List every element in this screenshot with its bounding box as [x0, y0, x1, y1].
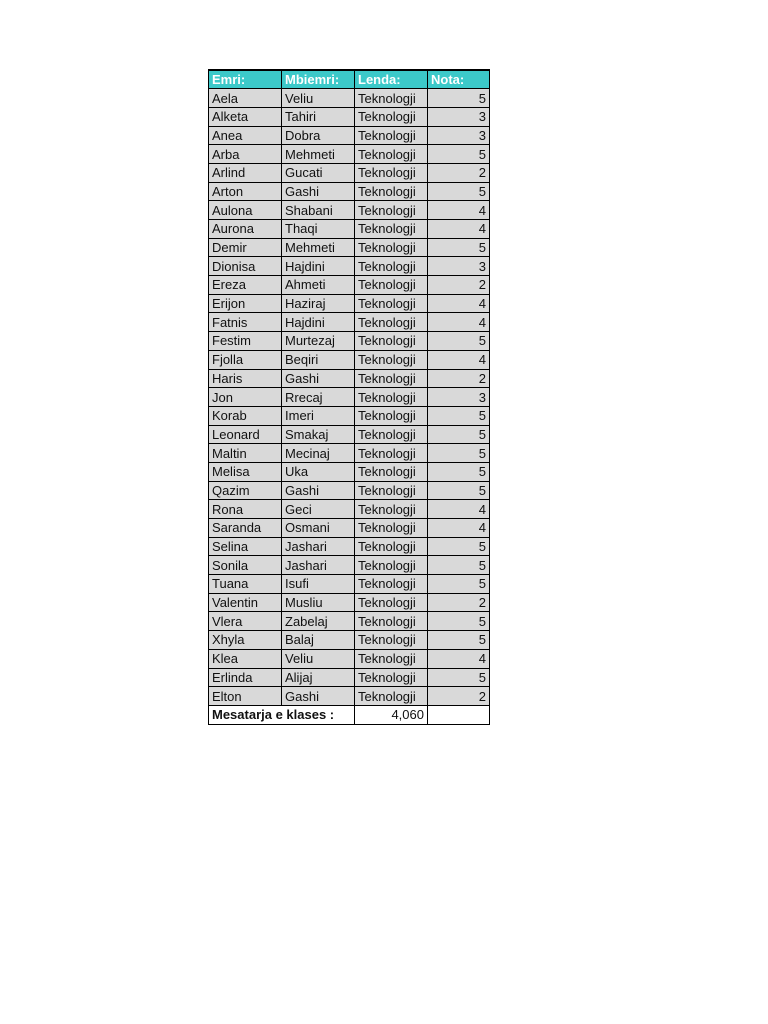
table-body	[209, 89, 490, 706]
cell-nota[interactable]: 4	[428, 649, 490, 668]
cell-mbiemri[interactable]: Dobra	[282, 126, 355, 145]
cell-emri[interactable]: Sonila	[209, 556, 282, 575]
grades-table	[208, 69, 490, 725]
table-row	[209, 107, 490, 126]
cell-mbiemri[interactable]: Shabani	[282, 201, 355, 220]
cell-nota[interactable]: 4	[428, 313, 490, 332]
cell-lenda[interactable]: Teknologji	[355, 294, 428, 313]
cell-lenda[interactable]: Teknologji	[355, 257, 428, 276]
cell-emri[interactable]: Arton	[209, 182, 282, 201]
average-value[interactable]: 4,060	[355, 705, 428, 724]
cell-nota[interactable]: 4	[428, 201, 490, 220]
cell-mbiemri[interactable]: Gashi	[282, 687, 355, 706]
cell-emri[interactable]: Alketa	[209, 107, 282, 126]
cell-mbiemri[interactable]: Gucati	[282, 163, 355, 182]
cell-mbiemri[interactable]: Mehmeti	[282, 145, 355, 164]
cell-lenda[interactable]: Teknologji	[355, 332, 428, 351]
cell-emri[interactable]: Qazim	[209, 481, 282, 500]
cell-lenda[interactable]: Teknologji	[355, 220, 428, 239]
cell-nota[interactable]: 5	[428, 444, 490, 463]
header-mbiemri[interactable]: Mbiemri:	[282, 70, 355, 89]
cell-nota[interactable]: 5	[428, 481, 490, 500]
table-row	[209, 406, 490, 425]
cell-emri[interactable]: Fatnis	[209, 313, 282, 332]
cell-emri[interactable]: Erijon	[209, 294, 282, 313]
cell-nota[interactable]: 5	[428, 238, 490, 257]
cell-lenda[interactable]: Teknologji	[355, 238, 428, 257]
cell-emri[interactable]: Erlinda	[209, 668, 282, 687]
cell-emri[interactable]: Aurona	[209, 220, 282, 239]
cell-nota[interactable]: 5	[428, 462, 490, 481]
cell-nota[interactable]: 3	[428, 107, 490, 126]
cell-nota[interactable]: 5	[428, 332, 490, 351]
cell-nota[interactable]: 5	[428, 612, 490, 631]
cell-mbiemri[interactable]: Veliu	[282, 89, 355, 108]
table-row	[209, 593, 490, 612]
header-emri[interactable]: Emri:	[209, 70, 282, 89]
cell-nota[interactable]: 2	[428, 593, 490, 612]
cell-lenda[interactable]: Teknologji	[355, 668, 428, 687]
cell-mbiemri[interactable]: Hajdini	[282, 257, 355, 276]
cell-lenda[interactable]: Teknologji	[355, 369, 428, 388]
table-row	[209, 631, 490, 650]
table-row	[209, 500, 490, 519]
cell-mbiemri[interactable]: Jashari	[282, 537, 355, 556]
cell-lenda[interactable]: Teknologji	[355, 163, 428, 182]
cell-lenda[interactable]: Teknologji	[355, 182, 428, 201]
cell-mbiemri[interactable]: Musliu	[282, 593, 355, 612]
table-row	[209, 556, 490, 575]
table-row	[209, 89, 490, 108]
cell-nota[interactable]: 5	[428, 145, 490, 164]
cell-mbiemri[interactable]: Gashi	[282, 182, 355, 201]
cell-emri[interactable]: Festim	[209, 332, 282, 351]
cell-nota[interactable]: 5	[428, 537, 490, 556]
cell-mbiemri[interactable]: Jashari	[282, 556, 355, 575]
cell-mbiemri[interactable]: Murtezaj	[282, 332, 355, 351]
cell-lenda[interactable]: Teknologji	[355, 444, 428, 463]
cell-emri[interactable]: Aulona	[209, 201, 282, 220]
table-row	[209, 687, 490, 706]
header-nota[interactable]: Nota:	[428, 70, 490, 89]
cell-lenda[interactable]: Teknologji	[355, 593, 428, 612]
table-row	[209, 575, 490, 594]
table-row	[209, 145, 490, 164]
cell-emri[interactable]: Selina	[209, 537, 282, 556]
cell-mbiemri[interactable]: Balaj	[282, 631, 355, 650]
cell-lenda[interactable]: Teknologji	[355, 612, 428, 631]
table-row	[209, 220, 490, 239]
cell-lenda[interactable]: Teknologji	[355, 201, 428, 220]
cell-nota[interactable]: 2	[428, 163, 490, 182]
average-empty-cell[interactable]	[428, 705, 490, 724]
cell-lenda[interactable]: Teknologji	[355, 276, 428, 295]
cell-lenda[interactable]: Teknologji	[355, 145, 428, 164]
cell-lenda[interactable]: Teknologji	[355, 575, 428, 594]
cell-emri[interactable]: Elton	[209, 687, 282, 706]
table-row	[209, 388, 490, 407]
cell-mbiemri[interactable]: Zabelaj	[282, 612, 355, 631]
table-row	[209, 257, 490, 276]
cell-lenda[interactable]: Teknologji	[355, 649, 428, 668]
cell-emri[interactable]: Arlind	[209, 163, 282, 182]
table-row	[209, 332, 490, 351]
cell-nota[interactable]: 5	[428, 575, 490, 594]
cell-nota[interactable]: 4	[428, 500, 490, 519]
cell-lenda[interactable]: Teknologji	[355, 350, 428, 369]
cell-nota[interactable]: 2	[428, 687, 490, 706]
table-footer	[209, 705, 490, 724]
cell-emri[interactable]: Korab	[209, 406, 282, 425]
cell-mbiemri[interactable]: Beqiri	[282, 350, 355, 369]
cell-mbiemri[interactable]: Gashi	[282, 481, 355, 500]
cell-lenda[interactable]: Teknologji	[355, 481, 428, 500]
cell-lenda[interactable]: Teknologji	[355, 631, 428, 650]
cell-mbiemri[interactable]: Gashi	[282, 369, 355, 388]
cell-emri[interactable]: Saranda	[209, 519, 282, 538]
cell-lenda[interactable]: Teknologji	[355, 556, 428, 575]
table-header	[209, 70, 490, 89]
table-row	[209, 238, 490, 257]
cell-mbiemri[interactable]: Veliu	[282, 649, 355, 668]
cell-lenda[interactable]: Teknologji	[355, 388, 428, 407]
table-row	[209, 462, 490, 481]
table-row	[209, 425, 490, 444]
cell-nota[interactable]: 5	[428, 631, 490, 650]
cell-emri[interactable]: Ereza	[209, 276, 282, 295]
cell-lenda[interactable]: Teknologji	[355, 462, 428, 481]
cell-mbiemri[interactable]: Alijaj	[282, 668, 355, 687]
table-row	[209, 649, 490, 668]
cell-mbiemri[interactable]: Ahmeti	[282, 276, 355, 295]
cell-emri[interactable]: Valentin	[209, 593, 282, 612]
cell-mbiemri[interactable]: Isufi	[282, 575, 355, 594]
cell-mbiemri[interactable]: Osmani	[282, 519, 355, 538]
cell-mbiemri[interactable]: Smakaj	[282, 425, 355, 444]
table-row	[209, 481, 490, 500]
cell-mbiemri[interactable]: Rrecaj	[282, 388, 355, 407]
cell-emri[interactable]: Rona	[209, 500, 282, 519]
cell-lenda[interactable]: Teknologji	[355, 537, 428, 556]
cell-mbiemri[interactable]: Imeri	[282, 406, 355, 425]
cell-lenda[interactable]: Teknologji	[355, 406, 428, 425]
table-row	[209, 369, 490, 388]
cell-nota[interactable]: 3	[428, 257, 490, 276]
cell-emri[interactable]: Maltin	[209, 444, 282, 463]
cell-nota[interactable]: 5	[428, 182, 490, 201]
cell-emri[interactable]: Melisa	[209, 462, 282, 481]
cell-nota[interactable]: 5	[428, 668, 490, 687]
cell-emri[interactable]: Dionisa	[209, 257, 282, 276]
table-row	[209, 163, 490, 182]
table-row	[209, 276, 490, 295]
table-row	[209, 350, 490, 369]
cell-nota[interactable]: 2	[428, 276, 490, 295]
cell-lenda[interactable]: Teknologji	[355, 425, 428, 444]
cell-emri[interactable]: Fjolla	[209, 350, 282, 369]
table-row	[209, 612, 490, 631]
header-row	[209, 70, 490, 89]
cell-lenda[interactable]: Teknologji	[355, 519, 428, 538]
table-row	[209, 126, 490, 145]
cell-mbiemri[interactable]: Geci	[282, 500, 355, 519]
cell-nota[interactable]: 5	[428, 89, 490, 108]
cell-emri[interactable]: Xhyla	[209, 631, 282, 650]
cell-emri[interactable]: Vlera	[209, 612, 282, 631]
table-row	[209, 182, 490, 201]
cell-lenda[interactable]: Teknologji	[355, 126, 428, 145]
cell-nota[interactable]: 4	[428, 220, 490, 239]
table-row	[209, 668, 490, 687]
table-row	[209, 444, 490, 463]
table-row	[209, 313, 490, 332]
cell-lenda[interactable]: Teknologji	[355, 500, 428, 519]
cell-mbiemri[interactable]: Thaqi	[282, 220, 355, 239]
cell-nota[interactable]: 3	[428, 126, 490, 145]
cell-nota[interactable]: 5	[428, 556, 490, 575]
cell-emri[interactable]: Aela	[209, 89, 282, 108]
cell-emri[interactable]: Arba	[209, 145, 282, 164]
cell-nota[interactable]: 4	[428, 519, 490, 538]
cell-mbiemri[interactable]: Uka	[282, 462, 355, 481]
table-row	[209, 519, 490, 538]
cell-mbiemri[interactable]: Haziraj	[282, 294, 355, 313]
cell-mbiemri[interactable]: Hajdini	[282, 313, 355, 332]
cell-nota[interactable]: 5	[428, 406, 490, 425]
table-row	[209, 537, 490, 556]
cell-nota[interactable]: 3	[428, 388, 490, 407]
cell-emri[interactable]: Jon	[209, 388, 282, 407]
cell-lenda[interactable]: Teknologji	[355, 89, 428, 108]
cell-emri[interactable]: Leonard	[209, 425, 282, 444]
header-lenda[interactable]: Lenda:	[355, 70, 428, 89]
average-row	[209, 705, 490, 724]
cell-mbiemri[interactable]: Tahiri	[282, 107, 355, 126]
cell-emri[interactable]: Klea	[209, 649, 282, 668]
cell-emri[interactable]: Anea	[209, 126, 282, 145]
cell-lenda[interactable]: Teknologji	[355, 313, 428, 332]
cell-lenda[interactable]: Teknologji	[355, 687, 428, 706]
cell-lenda[interactable]: Teknologji	[355, 107, 428, 126]
cell-nota[interactable]: 2	[428, 369, 490, 388]
cell-emri[interactable]: Tuana	[209, 575, 282, 594]
average-label[interactable]: Mesatarja e klases :	[209, 705, 355, 724]
cell-nota[interactable]: 4	[428, 294, 490, 313]
cell-emri[interactable]: Demir	[209, 238, 282, 257]
cell-emri[interactable]: Haris	[209, 369, 282, 388]
table-row	[209, 201, 490, 220]
table-row	[209, 294, 490, 313]
cell-nota[interactable]: 5	[428, 425, 490, 444]
cell-nota[interactable]: 4	[428, 350, 490, 369]
cell-mbiemri[interactable]: Mecinaj	[282, 444, 355, 463]
cell-mbiemri[interactable]: Mehmeti	[282, 238, 355, 257]
